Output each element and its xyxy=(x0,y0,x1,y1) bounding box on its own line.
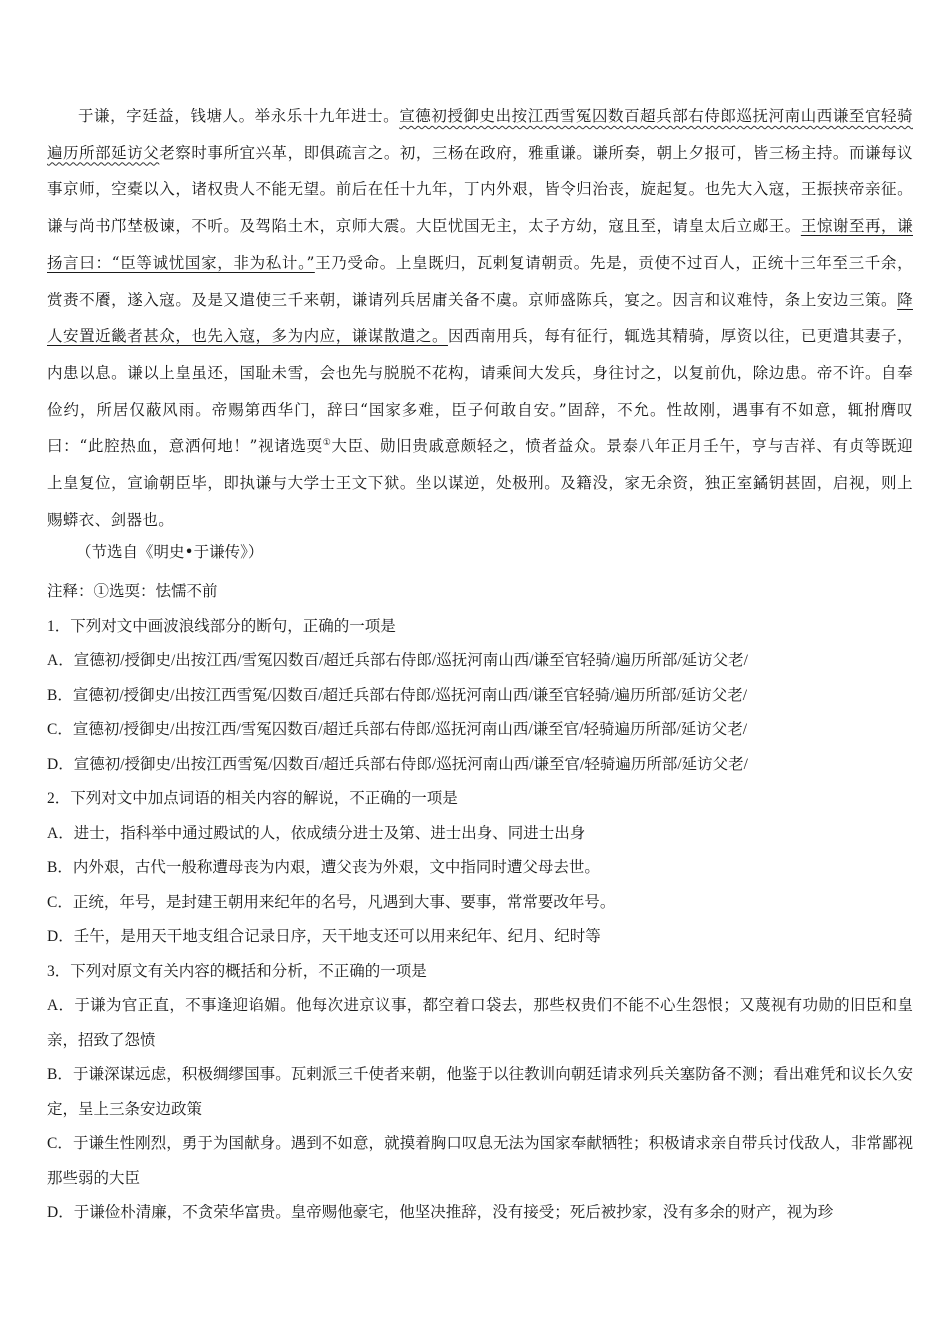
underlined-sentence: 降人安置近畿者甚众，也先入寇，多为内应，谦谋散遣之。 xyxy=(47,290,913,346)
question-2-option-b: B．内外艰，古代一般称遭母丧为内艰，遭父丧为外艰，文中指同时遭父母去世。 xyxy=(47,859,600,876)
question-2-option-a: A．进士，指科举中通过殿试的人，依成绩分进士及第、进士出身、同进士出身 xyxy=(47,824,586,842)
question-section xyxy=(47,575,913,1231)
question-3-option-c: C．于谦生性刚烈，勇于为国献身。遇到不如意，就摸着胸口叹息无法为国家奉献牺牲；积极请求亲自带兵讨伐敌人，非常鄙视那些弱的大臣 xyxy=(47,1135,913,1187)
question-3-stem: 3．下列对原文有关内容的概括和分析，不正确的一项是 xyxy=(47,962,427,980)
question-3-option-b: B．于谦深谋远虑，积极绸缪国事。瓦剌派三千使者来朝，他鉴于以往教训向朝廷请求列兵关塞防备不测；看出难凭和议长久安定，呈上三条安边政策 xyxy=(47,1066,913,1118)
passage-text: 于谦，字廷益，钱塘人。举永乐十九年进士。 xyxy=(78,107,400,125)
passage-text: 大臣、勋旧贵戚意颇轻之，愤者益众。景泰八年正月壬午，亨与吉祥、有贞等既迎上皇复位，宣谕朝臣毕，即执谦与大学士王文下狱。坐以谋逆，处极刑。及籍没，家无余资，独正室鐍钥甚固，启视，则上赐蟒衣、剑器也。 xyxy=(47,437,914,529)
passage-paragraph xyxy=(47,98,913,538)
question-1-option-a: A．宣德初/授御史/出按江西/雪冤囚数百/超迁兵部右侍郎/巡抚河南山西/谦至官轻骑/遍历所部/延访父老/ xyxy=(47,652,748,669)
passage-text: 老察时事所宜兴革，即俱疏言之。初，三杨在政府，雅重谦。谦所奏，朝上夕报可，皆三杨主持。而谦每议事京师，空橐以入，诸权贵人不能无望。前后在任十九年，丁内外艰，皆令归治丧，旋起复。也先大入寇，王振挟帝亲征。谦与尚书邝埜极谏，不听。及驾陷土木，京师大震。大臣忧国无主，太子方幼，寇且至，请皇太后立郕王。 xyxy=(47,143,913,236)
passage-text: 因西南用兵，每有征行，辄选其精骑，厚资以往，已更遣其妻子，内患以息。谦以上皇虽还，国耻未雪，会也先与脱脱不花构，请乘间大发兵，身往讨之，以复前仇，除边患。帝不许。自奉俭约，所居仅蔽风雨。帝赐第西华门，辞曰“国家多难，臣子何敢自安。”固辞，不允。性故刚，遇事有不如意，辄拊膺叹曰：“此腔热血，意洒何地！”视诸选耎 xyxy=(47,327,913,456)
underlined-sentence: 王惊谢至再，谦扬言曰：“臣等诚忧国家，非为私计。” xyxy=(47,217,913,272)
question-1-stem: 1．下列对文中画波浪线部分的断句，正确的一项是 xyxy=(47,617,396,635)
wavy-underlined-text: 宣德初授御史出按江西雪冤囚数百超兵部右侍郎巡抚河南山西谦至官轻骑遍历所部延访父 xyxy=(47,107,913,162)
question-2-option-c: C．正统，年号，是封建王朝用来纪年的名号，凡遇到大事、要事，常常要改年号。 xyxy=(47,893,616,911)
passage-source: （节选自《明史•于谦传》） xyxy=(76,543,264,561)
question-1-option-d: D．宣德初/授御史/出按江西雪冤/囚数百/超迁兵部右侍郎/巡抚河南山西/谦至官/轻骑遍历所部/延访父老/ xyxy=(47,755,748,773)
question-1-option-c: C．宣德初/授御史/出按江西/雪冤囚数百/超迁兵部右侍郎/巡抚河南山西/谦至官/轻骑遍历所部/延访父老/ xyxy=(47,721,748,738)
question-3-option-a: A．于谦为官正直，不事逢迎谄媚。他每次进京议事，都空着口袋去，那些权贵们不能不心生怨恨；又蔑视有功勋的旧臣和皇亲，招致了怨愤 xyxy=(47,997,913,1049)
passage-text: 王乃受命。上皇既归，瓦剌复请朝贡。先是，贡使不过百人，正统十三年至三千余，赏赉不餍，遂入寇。及是又遣使三千来朝，谦请列兵居庸关备不虞。京师盛陈兵，宴之。因言和议难恃，条上安边三策。 xyxy=(47,253,913,309)
footnote: 注释：①选耎：怯懦不前 xyxy=(47,583,218,600)
footnote-marker: ① xyxy=(322,438,332,449)
question-1-option-b: B．宣德初/授御史/出按江西雪冤/囚数百/超迁兵部右侍郎/巡抚河南山西/谦至官轻骑/遍历所部/延访父老/ xyxy=(47,686,748,704)
question-2-option-d: D．壬午，是用天干地支组合记录日序，天干地支还可以用来纪年、纪月、纪时等 xyxy=(47,928,601,945)
question-3-option-d: D．于谦俭朴清廉，不贪荣华富贵。皇帝赐他豪宅，他坚决推辞，没有接受；死后被抄家，没有多余的财产，视为珍 xyxy=(47,1204,834,1221)
classical-passage xyxy=(47,98,913,538)
question-2-stem: 2．下列对文中加点词语的相关内容的解说，不正确的一项是 xyxy=(47,790,458,807)
